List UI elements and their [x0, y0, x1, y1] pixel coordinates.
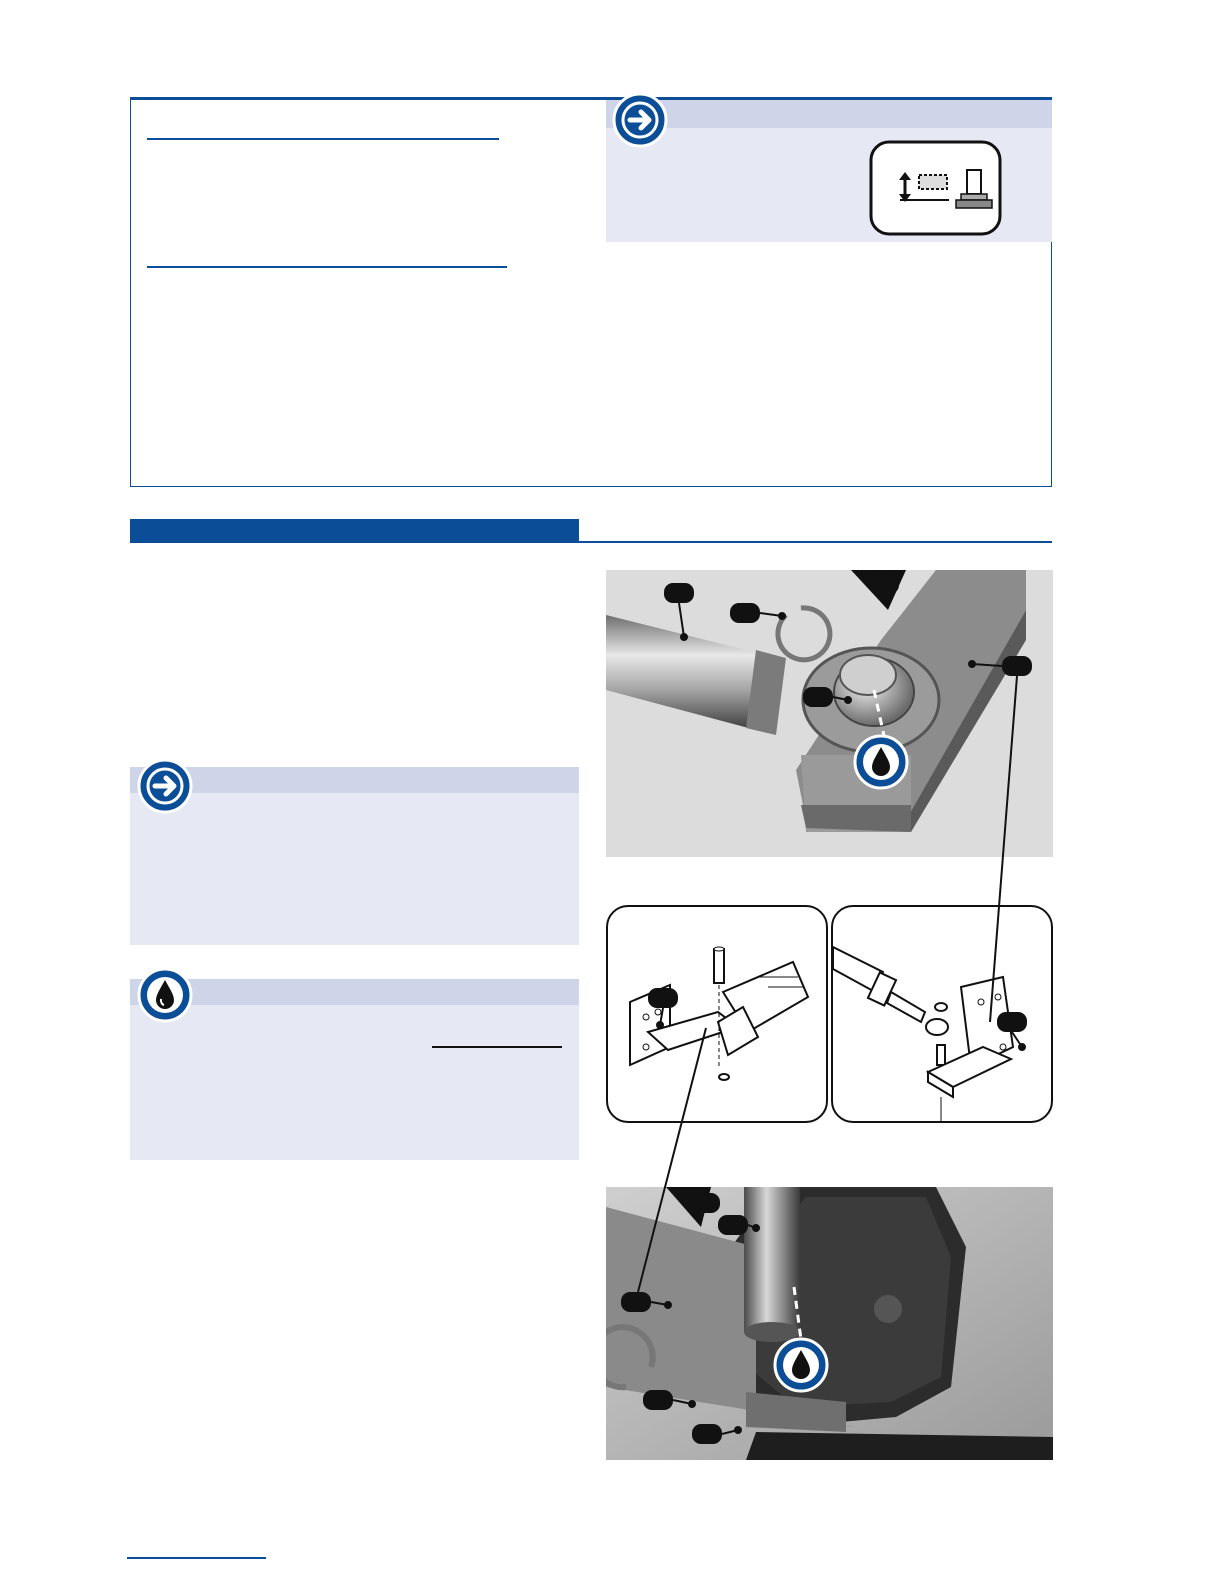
- footer-rule: [127, 1557, 266, 1559]
